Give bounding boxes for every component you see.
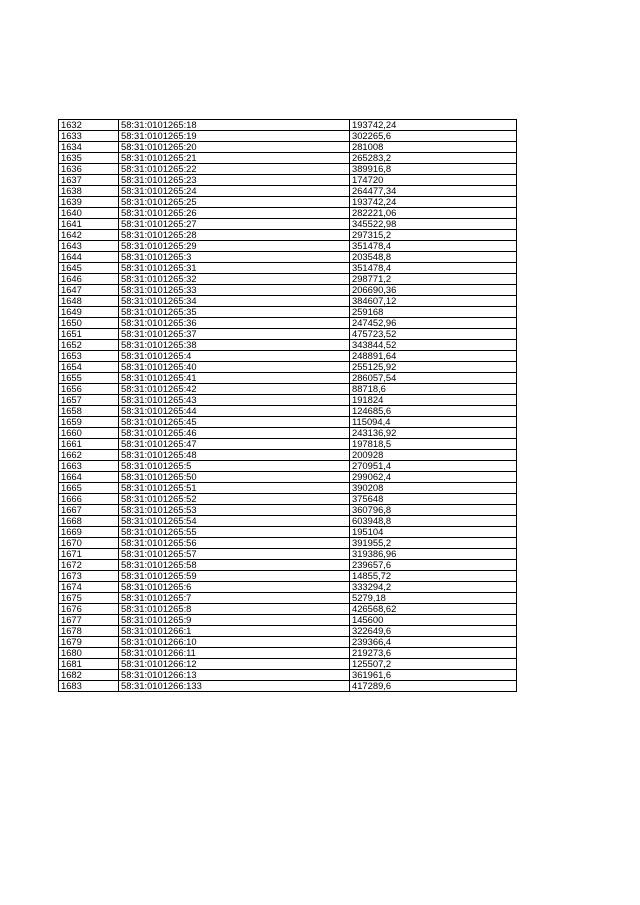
- table-row: [59, 406, 517, 417]
- row-number-cell: 1682: [59, 670, 119, 681]
- row-number-cell: 1664: [59, 472, 119, 483]
- row-number-cell: 1633: [59, 131, 119, 142]
- table-row: [59, 329, 517, 340]
- cadastral-number-cell: 58:31:0101265:52: [119, 494, 350, 505]
- value-cell: 299062,4: [350, 472, 517, 483]
- cadastral-number-cell: 58:31:0101265:59: [119, 571, 350, 582]
- table-row: [59, 120, 517, 131]
- cadastral-number-cell: 58:31:0101265:37: [119, 329, 350, 340]
- cadastral-number-cell: 58:31:0101265:27: [119, 219, 350, 230]
- cadastral-number-cell: 58:31:0101265:8: [119, 604, 350, 615]
- value-cell: 282221,06: [350, 208, 517, 219]
- value-cell: 259168: [350, 307, 517, 318]
- value-cell: 333294,2: [350, 582, 517, 593]
- table-row: [59, 197, 517, 208]
- row-number-cell: 1652: [59, 340, 119, 351]
- table-row: [59, 604, 517, 615]
- table-row: [59, 362, 517, 373]
- value-cell: 281008: [350, 142, 517, 153]
- value-cell: 351478,4: [350, 263, 517, 274]
- row-number-cell: 1656: [59, 384, 119, 395]
- cadastral-number-cell: 58:31:0101265:18: [119, 120, 350, 131]
- table-row: [59, 483, 517, 494]
- value-cell: 243136,92: [350, 428, 517, 439]
- row-number-cell: 1672: [59, 560, 119, 571]
- row-number-cell: 1640: [59, 208, 119, 219]
- row-number-cell: 1636: [59, 164, 119, 175]
- row-number-cell: 1657: [59, 395, 119, 406]
- table-row: [59, 153, 517, 164]
- value-cell: 426568,62: [350, 604, 517, 615]
- cadastral-number-cell: 58:31:0101265:47: [119, 439, 350, 450]
- row-number-cell: 1665: [59, 483, 119, 494]
- row-number-cell: 1632: [59, 120, 119, 131]
- table-row: [59, 131, 517, 142]
- row-number-cell: 1646: [59, 274, 119, 285]
- cadastral-number-cell: 58:31:0101266:1: [119, 626, 350, 637]
- value-cell: 286057,54: [350, 373, 517, 384]
- cadastral-number-cell: 58:31:0101265:25: [119, 197, 350, 208]
- table-row: [59, 450, 517, 461]
- row-number-cell: 1654: [59, 362, 119, 373]
- value-cell: 417289,6: [350, 681, 517, 692]
- value-cell: 297315,2: [350, 230, 517, 241]
- table-row: [59, 593, 517, 604]
- table-row: [59, 164, 517, 175]
- row-number-cell: 1638: [59, 186, 119, 197]
- cadastral-number-cell: 58:31:0101265:22: [119, 164, 350, 175]
- cadastral-number-cell: 58:31:0101266:13: [119, 670, 350, 681]
- cadastral-number-cell: 58:31:0101265:26: [119, 208, 350, 219]
- value-cell: 193742,24: [350, 120, 517, 131]
- value-cell: 322649,6: [350, 626, 517, 637]
- cadastral-number-cell: 58:31:0101265:48: [119, 450, 350, 461]
- value-cell: 298771,2: [350, 274, 517, 285]
- cadastral-number-cell: 58:31:0101266:12: [119, 659, 350, 670]
- row-number-cell: 1670: [59, 538, 119, 549]
- row-number-cell: 1651: [59, 329, 119, 340]
- cadastral-number-cell: 58:31:0101265:6: [119, 582, 350, 593]
- row-number-cell: 1668: [59, 516, 119, 527]
- value-cell: 239366,4: [350, 637, 517, 648]
- value-cell: 343844,52: [350, 340, 517, 351]
- row-number-cell: 1637: [59, 175, 119, 186]
- row-number-cell: 1683: [59, 681, 119, 692]
- table-row: [59, 318, 517, 329]
- value-cell: 197818,5: [350, 439, 517, 450]
- table-row: [59, 461, 517, 472]
- cadastral-number-cell: 58:31:0101265:7: [119, 593, 350, 604]
- value-cell: 125507,2: [350, 659, 517, 670]
- cadastral-number-cell: 58:31:0101265:19: [119, 131, 350, 142]
- table-row: [59, 439, 517, 450]
- table-row: [59, 274, 517, 285]
- value-cell: 360796,8: [350, 505, 517, 516]
- cadastral-number-cell: 58:31:0101265:53: [119, 505, 350, 516]
- cadastral-number-cell: 58:31:0101265:36: [119, 318, 350, 329]
- cadastral-value-table: [58, 119, 517, 692]
- cadastral-number-cell: 58:31:0101265:9: [119, 615, 350, 626]
- table-row: [59, 230, 517, 241]
- row-number-cell: 1642: [59, 230, 119, 241]
- value-cell: 255125,92: [350, 362, 517, 373]
- value-cell: 375648: [350, 494, 517, 505]
- cadastral-number-cell: 58:31:0101265:40: [119, 362, 350, 373]
- cadastral-number-cell: 58:31:0101265:38: [119, 340, 350, 351]
- value-cell: 361961,6: [350, 670, 517, 681]
- table-row: [59, 505, 517, 516]
- cadastral-number-cell: 58:31:0101265:46: [119, 428, 350, 439]
- table-row: [59, 626, 517, 637]
- value-cell: 319386,96: [350, 549, 517, 560]
- cadastral-number-cell: 58:31:0101265:32: [119, 274, 350, 285]
- cadastral-number-cell: 58:31:0101265:45: [119, 417, 350, 428]
- value-cell: 302265,6: [350, 131, 517, 142]
- cadastral-number-cell: 58:31:0101265:58: [119, 560, 350, 571]
- cadastral-number-cell: 58:31:0101265:50: [119, 472, 350, 483]
- cadastral-number-cell: 58:31:0101265:3: [119, 252, 350, 263]
- table-row: [59, 395, 517, 406]
- table-row: [59, 681, 517, 692]
- table-row: [59, 142, 517, 153]
- row-number-cell: 1645: [59, 263, 119, 274]
- value-cell: 345522,98: [350, 219, 517, 230]
- cadastral-number-cell: 58:31:0101266:10: [119, 637, 350, 648]
- row-number-cell: 1679: [59, 637, 119, 648]
- cadastral-number-cell: 58:31:0101265:33: [119, 285, 350, 296]
- row-number-cell: 1669: [59, 527, 119, 538]
- value-cell: 206690,36: [350, 285, 517, 296]
- row-number-cell: 1661: [59, 439, 119, 450]
- cadastral-number-cell: 58:31:0101265:29: [119, 241, 350, 252]
- table-row: [59, 340, 517, 351]
- value-cell: 219273,6: [350, 648, 517, 659]
- row-number-cell: 1681: [59, 659, 119, 670]
- row-number-cell: 1644: [59, 252, 119, 263]
- row-number-cell: 1649: [59, 307, 119, 318]
- row-number-cell: 1666: [59, 494, 119, 505]
- table-row: [59, 351, 517, 362]
- value-cell: 14855,72: [350, 571, 517, 582]
- table-row: [59, 659, 517, 670]
- value-cell: 270951,4: [350, 461, 517, 472]
- value-cell: 247452,96: [350, 318, 517, 329]
- table-row: [59, 527, 517, 538]
- table-row: [59, 538, 517, 549]
- table-row: [59, 516, 517, 527]
- table-row: [59, 285, 517, 296]
- table-row: [59, 384, 517, 395]
- table-row: [59, 637, 517, 648]
- table-row: [59, 252, 517, 263]
- cadastral-number-cell: 58:31:0101265:23: [119, 175, 350, 186]
- cadastral-number-cell: 58:31:0101265:34: [119, 296, 350, 307]
- value-cell: 264477,34: [350, 186, 517, 197]
- value-cell: 145600: [350, 615, 517, 626]
- table-row: [59, 208, 517, 219]
- row-number-cell: 1660: [59, 428, 119, 439]
- table-row: [59, 670, 517, 681]
- value-cell: 475723,52: [350, 329, 517, 340]
- cadastral-number-cell: 58:31:0101265:20: [119, 142, 350, 153]
- row-number-cell: 1680: [59, 648, 119, 659]
- table-row: [59, 428, 517, 439]
- cadastral-number-cell: 58:31:0101265:57: [119, 549, 350, 560]
- cadastral-number-cell: 58:31:0101266:11: [119, 648, 350, 659]
- row-number-cell: 1658: [59, 406, 119, 417]
- cadastral-number-cell: 58:31:0101265:43: [119, 395, 350, 406]
- row-number-cell: 1641: [59, 219, 119, 230]
- cadastral-number-cell: 58:31:0101265:54: [119, 516, 350, 527]
- row-number-cell: 1653: [59, 351, 119, 362]
- table-row: [59, 186, 517, 197]
- cadastral-number-cell: 58:31:0101265:51: [119, 483, 350, 494]
- value-cell: 195104: [350, 527, 517, 538]
- cadastral-number-cell: 58:31:0101265:24: [119, 186, 350, 197]
- value-cell: 203548,8: [350, 252, 517, 263]
- value-cell: 174720: [350, 175, 517, 186]
- table-row: [59, 263, 517, 274]
- value-cell: 390208: [350, 483, 517, 494]
- cadastral-number-cell: 58:31:0101265:55: [119, 527, 350, 538]
- value-cell: 200928: [350, 450, 517, 461]
- cadastral-number-cell: 58:31:0101265:21: [119, 153, 350, 164]
- row-number-cell: 1673: [59, 571, 119, 582]
- table-row: [59, 494, 517, 505]
- row-number-cell: 1667: [59, 505, 119, 516]
- row-number-cell: 1650: [59, 318, 119, 329]
- table-row: [59, 615, 517, 626]
- table-row: [59, 219, 517, 230]
- table-row: [59, 417, 517, 428]
- row-number-cell: 1647: [59, 285, 119, 296]
- value-cell: 391955,2: [350, 538, 517, 549]
- cadastral-number-cell: 58:31:0101265:42: [119, 384, 350, 395]
- cadastral-number-cell: 58:31:0101265:28: [119, 230, 350, 241]
- row-number-cell: 1675: [59, 593, 119, 604]
- table-row: [59, 175, 517, 186]
- table-body: [59, 120, 517, 692]
- cadastral-number-cell: 58:31:0101265:31: [119, 263, 350, 274]
- value-cell: 124685,6: [350, 406, 517, 417]
- value-cell: 389916,8: [350, 164, 517, 175]
- row-number-cell: 1671: [59, 549, 119, 560]
- cadastral-number-cell: 58:31:0101265:5: [119, 461, 350, 472]
- value-cell: 384607,12: [350, 296, 517, 307]
- cadastral-number-cell: 58:31:0101265:44: [119, 406, 350, 417]
- table-row: [59, 296, 517, 307]
- table-row: [59, 648, 517, 659]
- value-cell: 239657,6: [350, 560, 517, 571]
- table-row: [59, 373, 517, 384]
- value-cell: 265283,2: [350, 153, 517, 164]
- value-cell: 5279,18: [350, 593, 517, 604]
- row-number-cell: 1643: [59, 241, 119, 252]
- cadastral-number-cell: 58:31:0101265:41: [119, 373, 350, 384]
- row-number-cell: 1674: [59, 582, 119, 593]
- value-cell: 88718,6: [350, 384, 517, 395]
- row-number-cell: 1677: [59, 615, 119, 626]
- value-cell: 193742,24: [350, 197, 517, 208]
- cadastral-number-cell: 58:31:0101265:56: [119, 538, 350, 549]
- value-cell: 115094,4: [350, 417, 517, 428]
- value-cell: 351478,4: [350, 241, 517, 252]
- table-row: [59, 549, 517, 560]
- value-cell: 603948,8: [350, 516, 517, 527]
- row-number-cell: 1655: [59, 373, 119, 384]
- row-number-cell: 1663: [59, 461, 119, 472]
- table-row: [59, 241, 517, 252]
- table-row: [59, 582, 517, 593]
- row-number-cell: 1639: [59, 197, 119, 208]
- value-cell: 248891,64: [350, 351, 517, 362]
- row-number-cell: 1659: [59, 417, 119, 428]
- cadastral-number-cell: 58:31:0101266:133: [119, 681, 350, 692]
- cadastral-number-cell: 58:31:0101265:4: [119, 351, 350, 362]
- row-number-cell: 1676: [59, 604, 119, 615]
- row-number-cell: 1648: [59, 296, 119, 307]
- cadastral-number-cell: 58:31:0101265:35: [119, 307, 350, 318]
- table-row: [59, 472, 517, 483]
- row-number-cell: 1662: [59, 450, 119, 461]
- value-cell: 191824: [350, 395, 517, 406]
- table-row: [59, 571, 517, 582]
- row-number-cell: 1635: [59, 153, 119, 164]
- table-row: [59, 560, 517, 571]
- table-row: [59, 307, 517, 318]
- row-number-cell: 1678: [59, 626, 119, 637]
- row-number-cell: 1634: [59, 142, 119, 153]
